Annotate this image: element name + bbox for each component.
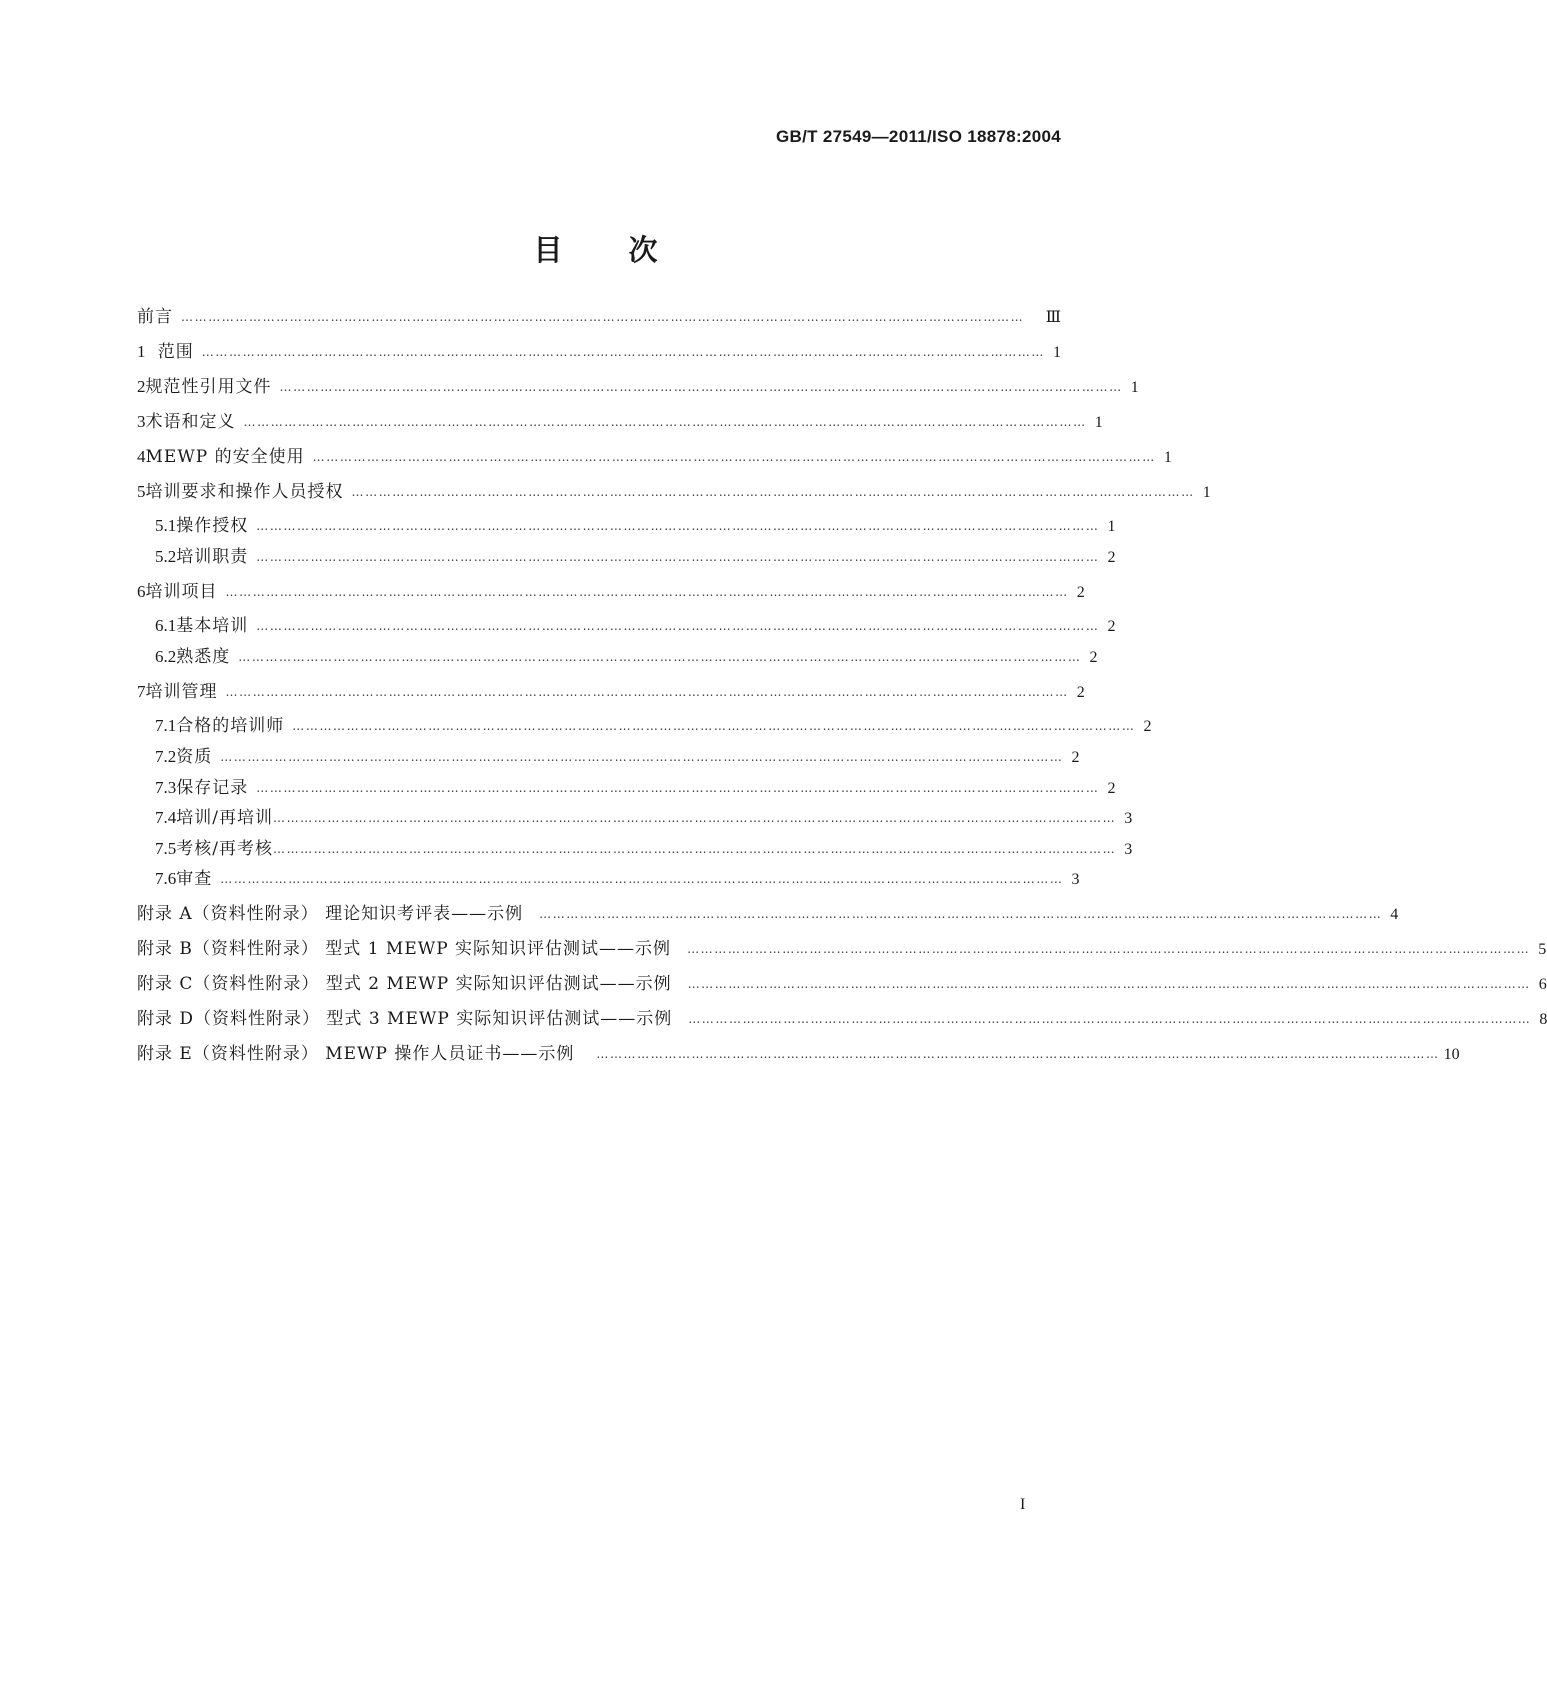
toc-entry-page: 2 <box>1107 780 1116 797</box>
toc-entry-5-1[interactable] <box>155 514 1116 538</box>
toc-entry-page: 2 <box>1107 549 1116 566</box>
toc-entry-number: 7.1 <box>155 716 177 735</box>
toc-entry-page: 3 <box>1124 810 1133 827</box>
toc-entry-7-2[interactable] <box>155 745 1080 769</box>
toc-entry-foreword[interactable] <box>137 305 1061 329</box>
toc-entry-number: 7.3 <box>155 778 177 797</box>
leader-dots: …………………………………………………………………………………………………………………………………………………………………… <box>351 485 1195 499</box>
toc-entry-5-2[interactable] <box>155 545 1116 569</box>
leader-dots: …………………………………………………………………………………………………………………………………………………………………… <box>256 781 1100 795</box>
toc-entry-7-4[interactable] <box>155 806 1133 830</box>
standard-code: GB/T 27549—2011/ISO 18878:2004 <box>776 127 1061 146</box>
toc-entry-number: 7.4 <box>155 808 177 827</box>
leader-dots: …………………………………………………………………………………………………………………………………………………………………… <box>272 842 1117 856</box>
toc-entry-number: 6.2 <box>155 647 177 666</box>
toc-entry-7-1[interactable] <box>155 714 1152 738</box>
toc-entry-4[interactable] <box>137 445 1172 469</box>
toc-entry-7-3[interactable] <box>155 776 1116 800</box>
leader-dots: …………………………………………………………………………………………………………………………………………………………………… <box>687 942 1531 956</box>
toc-entry-6-1[interactable] <box>155 614 1116 638</box>
toc-entry-page: 1 <box>1107 518 1116 535</box>
toc-entry-annex-c[interactable] <box>137 972 1547 996</box>
toc-entry-label: 资质 <box>176 747 213 767</box>
toc-entry-page: 1 <box>1163 449 1172 466</box>
toc-entry-page: 1 <box>1053 344 1061 361</box>
toc-entry-page: 4 <box>1390 906 1399 923</box>
toc-entry-number: 7 <box>137 682 146 701</box>
leader-dots: …………………………………………………………………………………………………………………………………………………………………… <box>272 811 1117 825</box>
toc-entry-annex-d[interactable] <box>137 1007 1547 1031</box>
toc-entry-7-6[interactable] <box>155 867 1080 891</box>
toc-entry-label: 培训职责 <box>176 547 249 567</box>
toc-entry-page: 3 <box>1124 841 1133 858</box>
toc-title: 目次 <box>533 233 724 267</box>
toc-entry-7[interactable] <box>137 680 1085 704</box>
leader-dots: …………………………………………………………………………………………………………………………………………………………………… <box>279 380 1123 394</box>
toc-entry-label: 附录 B（资料性附录） 型式 1 MEWP 实际知识评估测试——示例 <box>137 939 672 959</box>
toc-entry-number: 3 <box>137 412 146 431</box>
toc-entry-5[interactable] <box>137 480 1211 504</box>
toc-entry-1[interactable] <box>137 340 1061 364</box>
leader-dots: …………………………………………………………………………………………………………………………………………………………………… <box>181 310 1025 324</box>
toc-entry-page: 2 <box>1107 618 1116 635</box>
leader-dots: …………………………………………………………………………………………………………………………………………………………………… <box>225 685 1069 699</box>
leader-dots: …………………………………………………………………………………………………………………………………………………………………… <box>238 650 1082 664</box>
toc-entry-number: 2 <box>137 377 146 396</box>
leader-dots: …………………………………………………………………………………………………………………………………………………………………… <box>539 907 1383 921</box>
toc-entry-number: 5 <box>137 482 146 501</box>
toc-entry-label: 保存记录 <box>176 778 249 798</box>
toc-entry-7-5[interactable] <box>155 837 1133 861</box>
toc-entry-label: 审查 <box>176 869 213 889</box>
leader-dots: …………………………………………………………………………………………………………………………………………………………………… <box>687 977 1531 991</box>
toc-entry-label: 规范性引用文件 <box>145 377 272 397</box>
toc-entry-label: 附录 A（资料性附录） 理论知识考评表——示例 <box>137 904 524 924</box>
toc-entry-label: 合格的培训师 <box>176 716 285 736</box>
leader-dots: …………………………………………………………………………………………………………………………………………………………………… <box>312 450 1156 464</box>
leader-dots: …………………………………………………………………………………………………………………………………………………………………… <box>256 519 1100 533</box>
toc-entry-number: 5.1 <box>155 516 177 535</box>
toc-entry-label: 培训项目 <box>145 582 218 602</box>
toc-entry-page: 2 <box>1076 584 1085 601</box>
toc-entry-label: 操作授权 <box>176 516 249 536</box>
toc-entry-annex-a[interactable] <box>137 902 1399 926</box>
toc-entry-page: 1 <box>1130 379 1139 396</box>
leader-dots: …………………………………………………………………………………………………………………………………………………………………… <box>243 415 1087 429</box>
toc-entry-label: 培训管理 <box>145 682 218 702</box>
toc-entry-label: 附录 C（资料性附录） 型式 2 MEWP 实际知识评估测试——示例 <box>137 974 672 994</box>
toc-entry-label: 前言 <box>137 307 173 327</box>
toc-entry-2[interactable] <box>137 375 1139 399</box>
toc-entry-page: 2 <box>1071 749 1080 766</box>
toc-entry-page: 2 <box>1143 718 1152 735</box>
toc-entry-6[interactable] <box>137 580 1085 604</box>
toc-entry-page: 10 <box>1443 1046 1460 1063</box>
toc-entry-label: 培训/再培训 <box>176 808 273 828</box>
toc-entry-6-2[interactable] <box>155 645 1098 669</box>
leader-dots: …………………………………………………………………………………………………………………………………………………………………… <box>201 345 1045 359</box>
toc-entry-page: 6 <box>1538 976 1547 993</box>
toc-entry-page: 5 <box>1538 941 1547 958</box>
toc-entry-number: 7.6 <box>155 869 177 888</box>
toc-entry-annex-b[interactable] <box>137 937 1547 961</box>
toc-entry-label: 熟悉度 <box>176 647 231 667</box>
toc-entry-page: 1 <box>1094 414 1103 431</box>
toc-entry-page: 2 <box>1089 649 1098 666</box>
toc-entry-number: 5.2 <box>155 547 177 566</box>
leader-dots: …………………………………………………………………………………………………………………………………………………………………… <box>256 550 1100 564</box>
toc-entry-page: 3 <box>1071 871 1080 888</box>
toc-entry-number: 1 <box>137 342 146 361</box>
toc-entry-label: 基本培训 <box>176 616 249 636</box>
toc-entry-number: 4 <box>137 447 146 466</box>
toc-entry-annex-e[interactable] <box>137 1042 1460 1066</box>
toc-entry-page: 1 <box>1202 484 1211 501</box>
toc-entry-page: Ⅲ <box>1045 309 1061 326</box>
toc-entry-page: 8 <box>1539 1011 1547 1028</box>
toc-entry-label: 范围 <box>157 342 194 362</box>
toc-entry-label: 附录 D（资料性附录） 型式 3 MEWP 实际知识评估测试——示例 <box>137 1009 673 1029</box>
toc-entry-label: 术语和定义 <box>145 412 236 432</box>
toc-entry-label: 培训要求和操作人员授权 <box>145 482 344 502</box>
toc-entry-number: 6 <box>137 582 146 601</box>
toc-entry-3[interactable] <box>137 410 1103 434</box>
toc-entry-number: 7.5 <box>155 839 177 858</box>
toc-entry-label: 考核/再考核 <box>176 839 273 859</box>
leader-dots: …………………………………………………………………………………………………………………………………………………………………… <box>220 750 1064 764</box>
leader-dots: …………………………………………………………………………………………………………………………………………………………………… <box>688 1012 1532 1026</box>
toc-entry-number: 6.1 <box>155 616 177 635</box>
leader-dots: …………………………………………………………………………………………………………………………………………………………………… <box>220 872 1064 886</box>
leader-dots: …………………………………………………………………………………………………………………………………………………………………… <box>256 619 1100 633</box>
toc-entry-label: MEWP 的安全使用 <box>145 447 305 467</box>
leader-dots: …………………………………………………………………………………………………………………………………………………………………… <box>596 1047 1440 1061</box>
page-number: I <box>1020 1496 1026 1513</box>
leader-dots: …………………………………………………………………………………………………………………………………………………………………… <box>225 585 1069 599</box>
toc-entry-page: 2 <box>1076 684 1085 701</box>
toc-entry-number: 7.2 <box>155 747 177 766</box>
leader-dots: …………………………………………………………………………………………………………………………………………………………………… <box>292 719 1136 733</box>
toc-entry-label: 附录 E（资料性附录） MEWP 操作人员证书——示例 <box>137 1044 575 1064</box>
